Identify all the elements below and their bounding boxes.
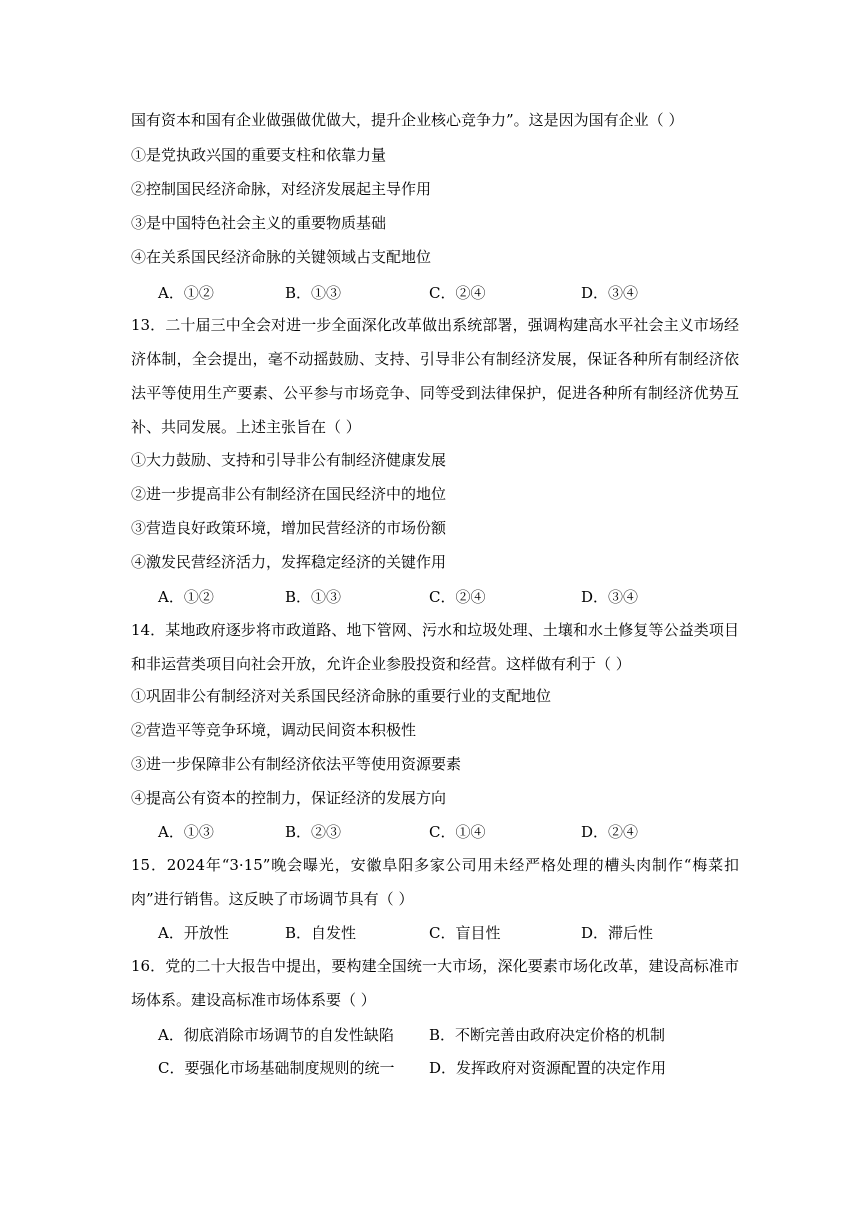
- q12-option-d: D．③④: [581, 284, 639, 302]
- q13-item-1: ①大力鼓励、支持和引导非公有制经济健康发展: [131, 451, 447, 469]
- q13-option-d: D．③④: [581, 588, 639, 606]
- q12-item-1: ①是党执政兴国的重要支柱和依靠力量: [131, 146, 387, 164]
- q16-stem: 16．党的二十大报告中提出，要构建全国统一大市场，深化要素市场化改革，建设高标准市场体系。建设高标准市场体系要（ ）: [131, 957, 739, 1009]
- q14-option-a: A．①③: [158, 823, 214, 841]
- q15-option-a: A．开放性: [158, 924, 229, 942]
- q12-item-4: ④在关系国民经济命脉的关键领域占支配地位: [131, 248, 432, 266]
- q12-option-b: B．①③: [285, 284, 342, 302]
- q14-item-3: ③进一步保障非公有制经济依法平等使用资源要素: [131, 755, 462, 773]
- q13-option-b: B．①③: [285, 588, 342, 606]
- q16-option-d: D．发挥政府对资源配置的决定作用: [429, 1059, 667, 1077]
- q16-option-a: A．彻底消除市场调节的自发性缺陷: [158, 1026, 394, 1044]
- q15-option-b: B．自发性: [285, 924, 357, 942]
- q14-item-4: ④提高公有资本的控制力，保证经济的发展方向: [131, 789, 447, 807]
- q14-stem: 14．某地政府逐步将市政道路、地下管网、污水和垃圾处理、土壤和水土修复等公益类项目和非运营类项目向社会开放，允许企业参股投资和经营。这样做有利于（ ）: [131, 621, 739, 673]
- q14-item-1: ①巩固非公有制经济对关系国民经济命脉的重要行业的支配地位: [131, 687, 552, 705]
- q13-item-4: ④激发民营经济活力，发挥稳定经济的关键作用: [131, 553, 447, 571]
- q16-option-c: C．要强化市场基础制度规则的统一: [158, 1059, 395, 1077]
- q13-item-2: ②进一步提高非公有制经济在国民经济中的地位: [131, 485, 447, 503]
- q15-option-c: C．盲目性: [429, 924, 501, 942]
- q13-option-c: C．②④: [429, 588, 486, 606]
- q12-stem-tail: 国有资本和国有企业做强做优做大，提升企业核心竞争力”。这是因为国有企业（ ）: [131, 111, 684, 129]
- q14-option-c: C．①④: [429, 823, 486, 841]
- q13-item-3: ③营造良好政策环境，增加民营经济的市场份额: [131, 519, 447, 537]
- q14-item-2: ②营造平等竞争环境，调动民间资本积极性: [131, 721, 417, 739]
- q12-item-2: ②控制国民经济命脉，对经济发展起主导作用: [131, 180, 432, 198]
- q14-option-d: D．②④: [581, 823, 639, 841]
- q12-item-3: ③是中国特色社会主义的重要物质基础: [131, 214, 387, 232]
- q12-option-c: C．②④: [429, 284, 486, 302]
- q16-option-b: B．不断完善由政府决定价格的机制: [429, 1026, 666, 1044]
- q14-option-b: B．②③: [285, 823, 342, 841]
- q13-option-a: A．①②: [158, 588, 214, 606]
- q12-option-a: A．①②: [158, 284, 214, 302]
- q13-stem: 13．二十届三中全会对进一步全面深化改革做出系统部署，强调构建高水平社会主义市场经济体制，全会提出，毫不动摇鼓励、支持、引导非公有制经济发展，保证各种所有制经济依法平等使用生产要素、公平参与市场竞争、同等受到法律保护，促进各种所有制经济优势互补、共同发展。上述主张旨在（ ）: [131, 316, 739, 436]
- q15-option-d: D．滞后性: [581, 924, 654, 942]
- q15-stem: 15．2024年“3·15”晚会曝光，安徽阜阳多家公司用未经严格处理的槽头肉制作“梅菜扣肉”进行销售。这反映了市场调节具有（ ）: [131, 856, 739, 908]
